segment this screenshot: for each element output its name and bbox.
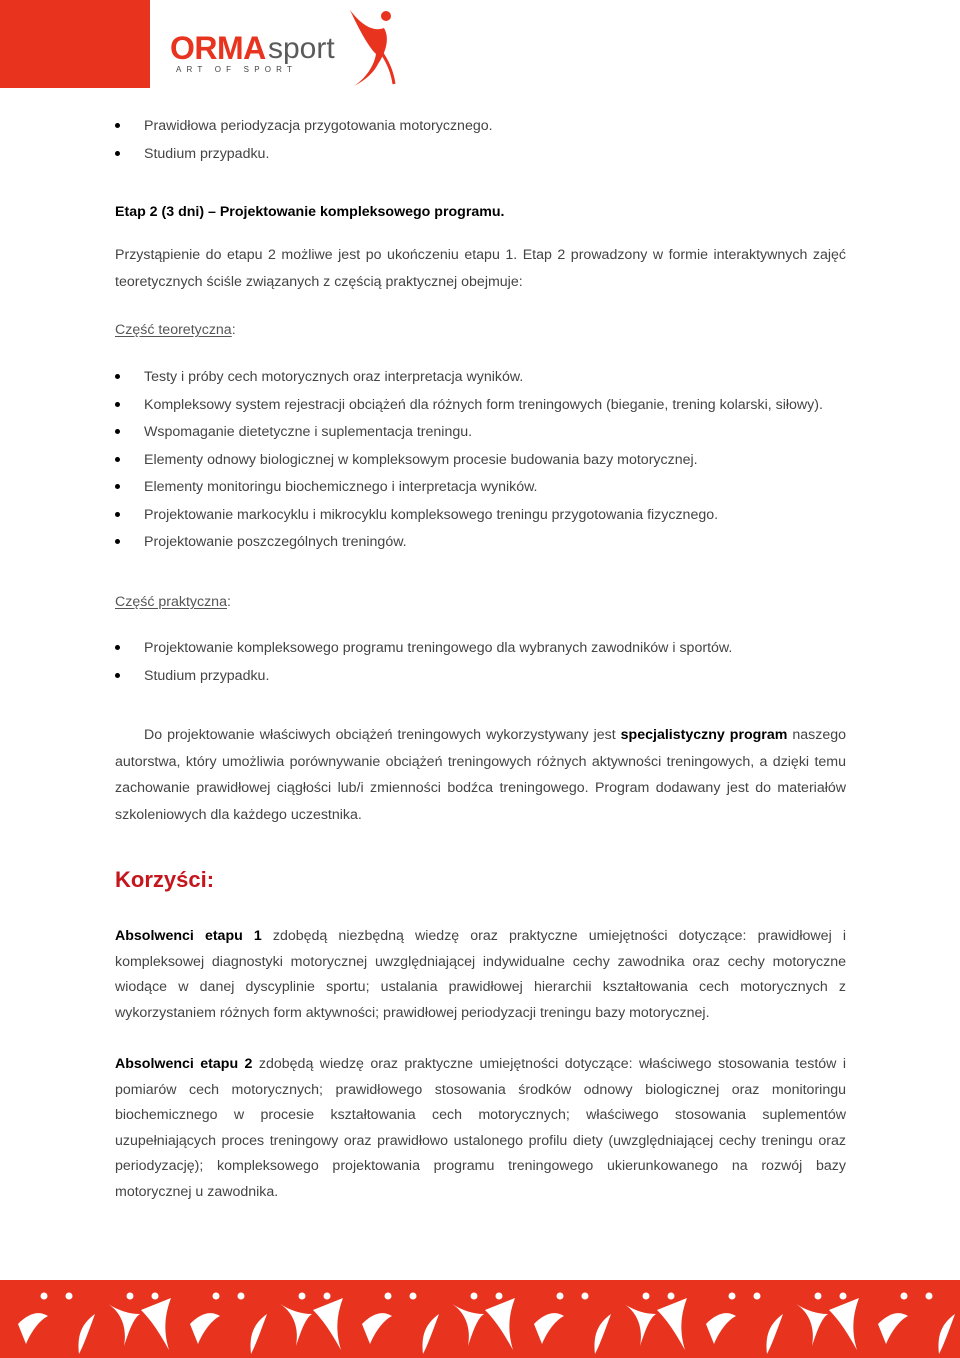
athlete-silhouette-icon (313, 1293, 343, 1351)
athlete-silhouette-icon (66, 1293, 96, 1355)
theory-list (115, 367, 855, 560)
athlete-pattern-icon (0, 1280, 960, 1358)
benefit-1-lead: Absolwenci etapu 1 (115, 928, 262, 944)
program-paragraph: Do projektowanie właściwych obciążeń treningowych wykorzystywany jest specjalistyczny program naszego autorstwa, który umożliwia porównywanie obciążeń treningowych różnych aktywności treningowych, a dzięki temu zachowanie prawidłowej ciągłości lub/i zmienności bodźca treningowego. Program dodawany jest do materiałów szkoleniowych dla każdego uczestnika. (115, 727, 846, 824)
athlete-silhouette-icon (108, 1293, 140, 1347)
list-item: Projektowanie kompleksowego programu treningowego dla wybranych zawodników i sportów. (115, 638, 855, 666)
header-red-block (0, 0, 150, 88)
athlete-silhouette-icon (926, 1293, 956, 1355)
athlete-silhouette-icon (452, 1293, 484, 1347)
list-item: Elementy monitoringu biochemicznego i interpretacja wyników. (115, 477, 855, 505)
athlete-silhouette-icon (362, 1293, 392, 1345)
athlete-silhouette-icon (796, 1293, 828, 1347)
list-item: Studium przypadku. (115, 144, 855, 172)
athlete-silhouette-icon (18, 1293, 48, 1345)
list-item: Testy i próby cech motorycznych oraz interpretacja wyników. (115, 367, 855, 395)
benefit-paragraph-2: Absolwenci etapu 2 zdobędą wiedzę oraz praktyczne umiejętności dotyczące: właściwego stosowania testów i pomiarów cech motorycznych; prawidłowego stosowania środków odnowy biologicznej oraz monitoringu biochemicznego w procesie kształtowania cech motorycznych; właściwego stosowania suplementów uzupełniających proces treningowy oraz prawidłowo ustalonego profilu diety (uwzględniającej cechy treningu oraz periodyzację); kompleksowego projektowania programu treningowego ukierunkowanego na rozwój bazy motorycznej u zawodnika. (115, 1056, 847, 1200)
logo-text-orma: ORMA (170, 30, 266, 66)
athlete-figure-icon (340, 8, 400, 88)
athlete-silhouette-icon (624, 1293, 656, 1347)
theory-label: Część teoretyczna: (115, 322, 236, 338)
athlete-silhouette-icon (534, 1293, 564, 1345)
athlete-silhouette-icon (238, 1293, 268, 1355)
athlete-silhouette-icon (657, 1293, 687, 1351)
benefit-2-lead: Absolwenci etapu 2 (115, 1056, 253, 1072)
list-item: Projektowanie poszczególnych treningów. (115, 532, 855, 560)
list-item: Wspomaganie dietetyczne i suplementacja treningu. (115, 422, 855, 450)
top-bullet-list (115, 116, 855, 171)
list-item: Elementy odnowy biologicznej w kompleksowym procesie budowania bazy motorycznej. (115, 450, 855, 478)
footer-band (0, 1280, 960, 1358)
intro-paragraph: Przystąpienie do etapu 2 możliwe jest po ukończeniu etapu 1. Etap 2 prowadzony w formie interaktywnych zajęć teoretycznych ściśle związanych z częścią praktycznej obejmuje: (115, 247, 846, 290)
benefit-paragraph-1: Absolwenci etapu 1 zdobędą niezbędną wiedzę oraz praktyczne umiejętności dotyczące: prawidłowej i kompleksowej diagnostyki motorycznej uwzględniającej indywidualne cechy zawodnika oraz cechy motoryczne wiodące w danej dyscyplinie sportu; ustalania prawidłowej hierarchii kształtowania cech motorycznych z wykorzystaniem różnych form aktywności; prawidłowej periodyzacji treningu bazy motorycznej. (115, 928, 846, 1021)
brand-logo (170, 8, 400, 88)
athlete-silhouette-icon (582, 1293, 612, 1355)
logo-tagline: ART OF SPORT (176, 65, 298, 74)
practice-label: Część praktyczna: (115, 594, 231, 610)
athlete-silhouette-icon (280, 1293, 312, 1347)
athlete-silhouette-icon (190, 1293, 220, 1345)
program-emphasis: specjalistyczny program (620, 727, 788, 743)
list-item: Prawidłowa periodyzacja przygotowania motorycznego. (115, 116, 855, 144)
logo-text-sport: sport (268, 32, 335, 65)
list-item: Studium przypadku. (115, 666, 855, 694)
practice-list (115, 638, 855, 693)
athlete-silhouette-icon (829, 1293, 859, 1351)
list-item: Projektowanie markocyklu i mikrocyklu kompleksowego treningu przygotowania fizycznego. (115, 505, 855, 533)
athlete-silhouette-icon (706, 1293, 736, 1345)
athlete-silhouette-icon (141, 1293, 171, 1351)
athlete-silhouette-icon (754, 1293, 784, 1355)
athlete-silhouette-icon (485, 1293, 515, 1351)
athlete-silhouette-icon (878, 1293, 908, 1345)
list-item: Kompleksowy system rejestracji obciążeń dla różnych form treningowych (bieganie, trening kolarski, siłowy). (115, 395, 855, 423)
stage-heading: Etap 2 (3 dni) – Projektowanie kompleksowego programu. (115, 204, 505, 220)
benefits-heading: Korzyści: (115, 867, 215, 892)
athlete-silhouette-icon (410, 1293, 440, 1355)
